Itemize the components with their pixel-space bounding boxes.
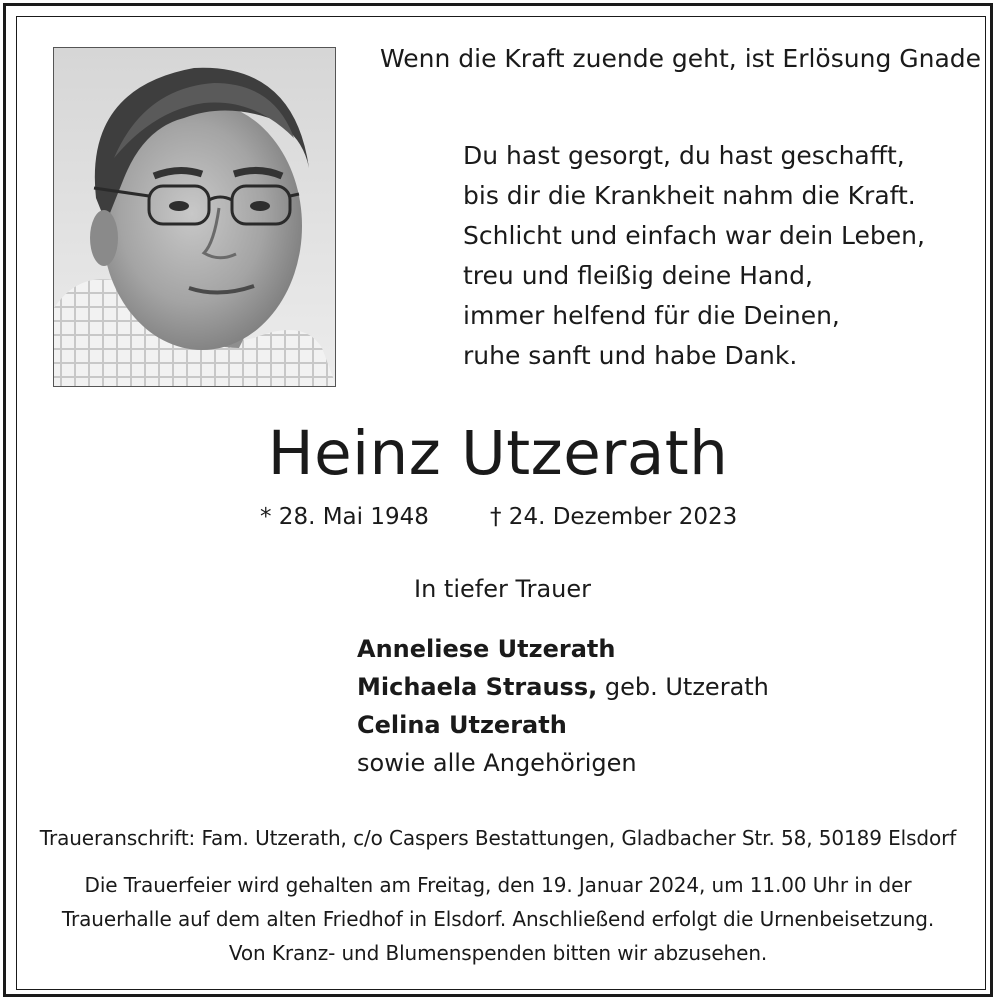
funeral-info bbox=[0, 868, 996, 970]
info-line: Die Trauerfeier wird gehalten am Freitag, den 19. Januar 2024, um 11.00 Uhr in der bbox=[84, 873, 912, 897]
info-line: Von Kranz- und Blumenspenden bitten wir abzusehen. bbox=[228, 941, 768, 965]
mourning-intro: In tiefer Trauer bbox=[414, 575, 592, 603]
deceased-name: Heinz Utzerath bbox=[267, 418, 729, 489]
poem-line: ruhe sanft und habe Dank. bbox=[463, 341, 798, 370]
birth-date: * 28. Mai 1948 bbox=[260, 504, 429, 530]
family-list bbox=[357, 630, 769, 782]
poem bbox=[463, 136, 963, 376]
poem-line: bis dir die Krankheit nahm die Kraft. bbox=[463, 181, 916, 210]
info-line: Trauerhalle auf dem alten Friedhof in Elsdorf. Anschließend erfolgt die Urnenbeisetzung. bbox=[61, 907, 935, 931]
family-member-note: geb. Utzerath bbox=[597, 673, 769, 701]
family-others: sowie alle Angehörigen bbox=[357, 749, 637, 777]
poem-line: Du hast gesorgt, du hast geschafft, bbox=[463, 141, 905, 170]
poem-line: treu und fleißig deine Hand, bbox=[463, 261, 813, 290]
mourning-address: Traueranschrift: Fam. Utzerath, c/o Caspers Bestattungen, Gladbacher Str. 58, 50189 Elsdorf bbox=[39, 826, 957, 850]
poem-line: Schlicht und einfach war dein Leben, bbox=[463, 221, 925, 250]
portrait-photo bbox=[53, 47, 336, 387]
poem-line: immer helfend für die Deinen, bbox=[463, 301, 840, 330]
family-member: Anneliese Utzerath bbox=[357, 635, 616, 663]
family-member: Celina Utzerath bbox=[357, 711, 567, 739]
motto: Wenn die Kraft zuende geht, ist Erlösung Gnade bbox=[380, 44, 982, 73]
death-date: † 24. Dezember 2023 bbox=[490, 504, 738, 530]
family-member: Michaela Strauss, bbox=[357, 673, 598, 701]
